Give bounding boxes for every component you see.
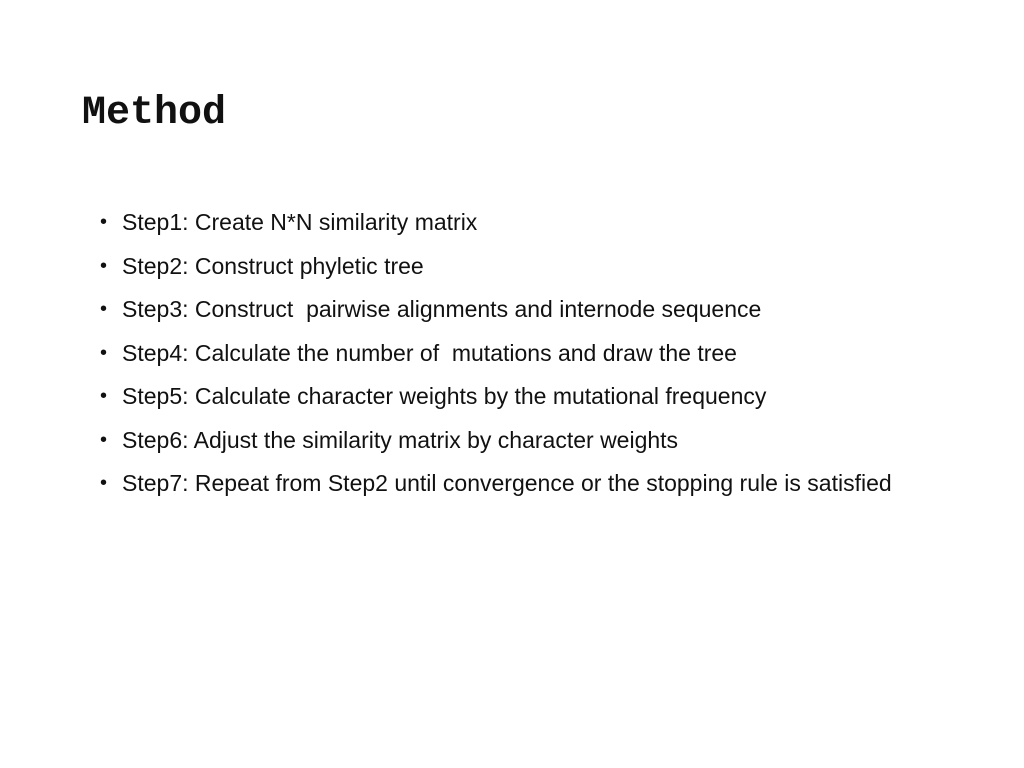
bullet-icon: • xyxy=(100,211,108,233)
bullet-text: Step5: Calculate character weights by the mutational frequency xyxy=(122,383,767,409)
bullet-icon: • xyxy=(100,428,108,451)
bullet-text: Step7: Repeat from Step2 until convergence or the stopping rule is satisfied xyxy=(122,470,892,496)
bullet-text: Step2: Construct phyletic tree xyxy=(122,252,424,279)
bullet-text: Step1: Create N*N similarity matrix xyxy=(122,209,478,235)
bullet-item-step4 xyxy=(100,337,960,369)
bullet-icon: • xyxy=(100,254,108,277)
slide-title: Method xyxy=(82,91,227,136)
bullet-item-step5 xyxy=(100,380,960,412)
bullet-icon: • xyxy=(100,341,108,364)
bullet-item-step7 xyxy=(100,467,960,499)
bullet-item-step3 xyxy=(100,293,960,325)
bullet-list xyxy=(100,206,960,511)
bullet-icon: • xyxy=(100,472,108,494)
bullet-text: Step6: Adjust the similarity matrix by character weights xyxy=(122,426,679,453)
bullet-text: Step3: Construct pairwise alignments and internode sequence xyxy=(122,296,762,322)
bullet-icon: • xyxy=(100,385,108,407)
bullet-item-step2 xyxy=(100,250,960,282)
bullet-item-step1 xyxy=(100,206,960,238)
bullet-text: Step4: Calculate the number of mutations and draw the tree xyxy=(122,339,737,366)
bullet-item-step6 xyxy=(100,424,960,456)
bullet-icon: • xyxy=(100,298,108,320)
